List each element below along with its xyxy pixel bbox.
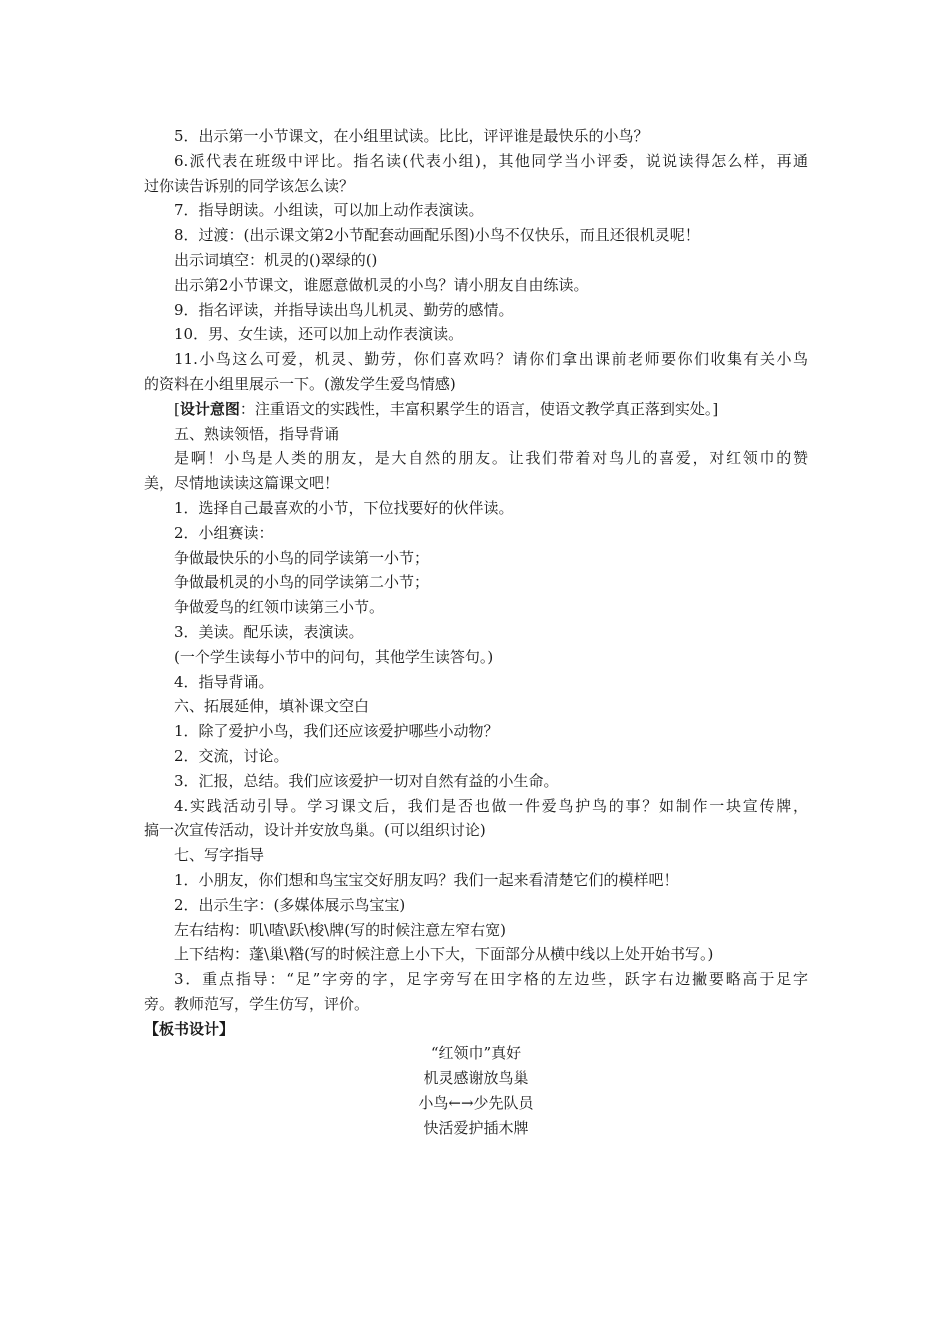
design-intent-open-bracket: [ bbox=[174, 399, 180, 418]
design-intent-note bbox=[144, 397, 808, 422]
paragraph-line: 出示词填空：机灵的()翠绿的() bbox=[174, 250, 378, 269]
paragraph-line: 2．小组赛读： bbox=[174, 523, 274, 542]
paragraph-line: 2．交流，讨论。 bbox=[174, 746, 289, 765]
board-design bbox=[144, 1041, 808, 1140]
paragraph-line: 争做最机灵的小鸟的同学读第二小节； bbox=[174, 573, 430, 592]
paragraph-line: 7．指导朗读。小组读，可以加上动作表演读。 bbox=[174, 201, 484, 220]
document-body bbox=[144, 124, 808, 1141]
paragraph-line: 3．汇报，总结。我们应该爱护一切对自然有益的小生命。 bbox=[174, 771, 559, 790]
board-line: 机灵感谢放鸟巢 bbox=[423, 1069, 529, 1088]
paragraph-line: 4．指导背诵。 bbox=[174, 672, 274, 691]
paragraph-line: 9．指名评读，并指导读出鸟儿机灵、勤劳的感情。 bbox=[174, 300, 514, 319]
board-line: 小鸟←→少先队员 bbox=[418, 1094, 534, 1113]
design-intent-label: 设计意图 bbox=[179, 399, 240, 418]
paragraph-line: 1．除了爱护小鸟，我们还应该爱护哪些小动物？ bbox=[174, 722, 499, 741]
paragraph-line: 上下结构：蓬\巢\糌(写的时候注意上小下大，下面部分从横中线以上处开始书写。) bbox=[174, 945, 714, 964]
paragraph-line: 6.派代表在班级中评比。指名读(代表小组)，其他同学当小评委，说说读得怎么样，再通 bbox=[174, 151, 808, 170]
paragraph-line: 左右结构：叽\喳\跃\梭\牌(写的时候注意左窄右宽) bbox=[174, 920, 506, 939]
paragraph-line: 争做爱鸟的红领巾读第三小节。 bbox=[174, 598, 385, 617]
paragraph-line: 争做最快乐的小鸟的同学读第一小节； bbox=[174, 548, 430, 567]
paragraph-line: 8．过渡：(出示课文第2小节配套动画配乐图)小鸟不仅快乐，而且还很机灵呢！ bbox=[174, 226, 700, 245]
paragraph-line: 1．选择自己最喜欢的小节，下位找要好的伙伴读。 bbox=[174, 498, 514, 517]
paragraph-line: 3．美读。配乐读，表演读。 bbox=[174, 622, 364, 641]
paragraph-line: 的资料在小组里展示一下。(激发学生爱鸟情感) bbox=[144, 374, 456, 393]
paragraph-line: 出示第2小节课文，谁愿意做机灵的小鸟？请小朋友自由练读。 bbox=[174, 275, 589, 294]
paragraph-line: 5．出示第一小节课文，在小组里试读。比比，评评谁是最快乐的小鸟？ bbox=[174, 127, 649, 145]
paragraph-line: 10．男、女生读，还可以加上动作表演读。 bbox=[174, 325, 464, 344]
paragraph-line: 4.实践活动引导。学习课文后，我们是否也做一件爱鸟护鸟的事？如制作一块宣传牌， bbox=[174, 796, 808, 815]
paragraph-line: 11.小鸟这么可爱，机灵、勤劳，你们喜欢吗？请你们拿出课前老师要你们收集有关小鸟 bbox=[174, 350, 808, 369]
section-heading: 五、熟读领悟，指导背诵 bbox=[174, 424, 340, 443]
paragraph-line: 旁。教师范写，学生仿写，评价。 bbox=[144, 994, 370, 1013]
paragraph-line: 是啊！小鸟是人类的朋友，是大自然的朋友。让我们带着对鸟儿的喜爱，对红领巾的赞 bbox=[174, 449, 808, 468]
board-design-heading: 【板书设计】 bbox=[144, 1019, 235, 1038]
paragraph-line: 过你读告诉别的同学该怎么读？ bbox=[144, 176, 355, 195]
paragraph-line: 美，尽情地读读这篇课文吧！ bbox=[144, 474, 340, 493]
board-line: 快活爱护插木牌 bbox=[423, 1118, 529, 1137]
section-heading: 七、写字指导 bbox=[174, 846, 265, 865]
paragraph-line: 搞一次宣传活动，设计并安放鸟巢。(可以组织讨论) bbox=[144, 821, 486, 840]
paragraph-line: 3．重点指导：“足”字旁的字，足字旁写在田字格的左边些，跃字右边撇要略高于足字 bbox=[174, 970, 808, 989]
paragraph-line: 2．出示生字：(多媒体展示鸟宝宝) bbox=[174, 895, 406, 914]
paragraph-line: 1．小朋友，你们想和鸟宝宝交好朋友吗？我们一起来看清楚它们的模样吧！ bbox=[174, 870, 679, 889]
design-intent-text: ：注重语文的实践性，丰富积累学生的语言，使语文教学真正落到实处。] bbox=[239, 399, 719, 418]
section-heading: 六、拓展延伸，填补课文空白 bbox=[174, 697, 370, 716]
paragraph-line: (一个学生读每小节中的问句，其他学生读答句。) bbox=[174, 647, 494, 666]
board-line: “红领巾”真好 bbox=[430, 1044, 522, 1063]
